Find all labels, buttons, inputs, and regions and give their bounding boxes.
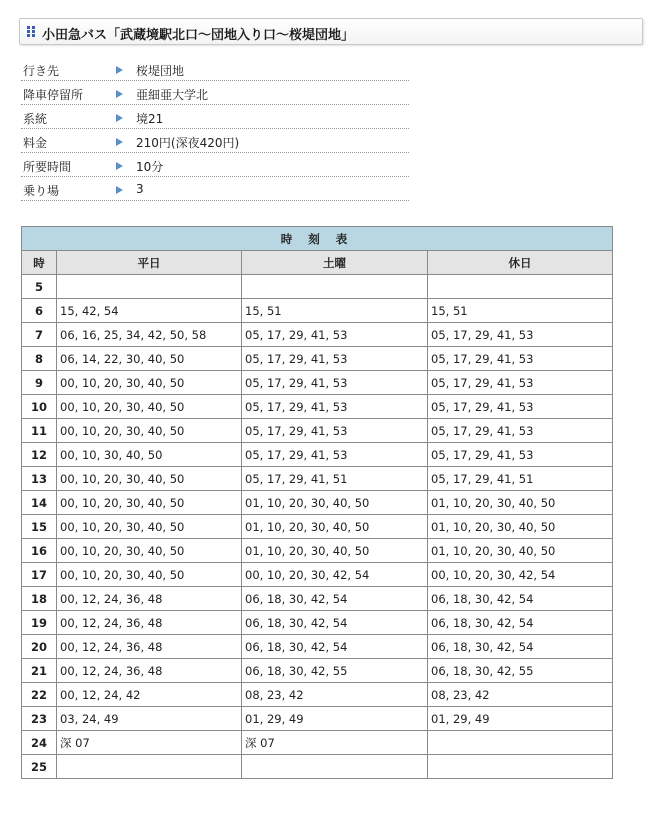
hour-cell: 15 [22,515,57,539]
saturday-cell: 01, 10, 20, 30, 40, 50 [242,515,428,539]
saturday-cell: 06, 18, 30, 42, 54 [242,635,428,659]
saturday-cell: 06, 18, 30, 42, 54 [242,587,428,611]
table-row [22,299,613,323]
weekday-cell: 06, 16, 25, 34, 42, 50, 58 [57,323,242,347]
table-row [22,275,613,299]
weekday-cell: 00, 10, 20, 30, 40, 50 [57,491,242,515]
triangle-right-icon [116,162,123,170]
table-row [22,587,613,611]
saturday-cell: 05, 17, 29, 41, 53 [242,443,428,467]
hour-cell: 13 [22,467,57,491]
weekday-cell [57,275,242,299]
holiday-cell [428,275,613,299]
holiday-cell: 06, 18, 30, 42, 54 [428,587,613,611]
weekday-cell: 00, 10, 20, 30, 40, 50 [57,371,242,395]
holiday-cell [428,731,613,755]
timetable [21,226,613,779]
holiday-cell: 01, 10, 20, 30, 40, 50 [428,515,613,539]
hour-cell: 18 [22,587,57,611]
info-row [21,129,409,153]
weekday-cell: 00, 10, 20, 30, 40, 50 [57,467,242,491]
table-row [22,611,613,635]
holiday-cell: 05, 17, 29, 41, 53 [428,395,613,419]
weekday-cell: 00, 10, 20, 30, 40, 50 [57,539,242,563]
column-header-hour: 時 [22,251,57,275]
triangle-right-icon [116,66,123,74]
table-row [22,395,613,419]
weekday-cell: 00, 12, 24, 42 [57,683,242,707]
hour-cell: 16 [22,539,57,563]
column-header-saturday: 土曜 [242,251,428,275]
column-header-holiday: 休日 [428,251,613,275]
triangle-right-icon [116,90,123,98]
saturday-cell: 05, 17, 29, 41, 53 [242,347,428,371]
info-value: 10分 [136,160,164,174]
saturday-cell: 05, 17, 29, 41, 53 [242,395,428,419]
table-row [22,755,613,779]
column-header-weekday: 平日 [57,251,242,275]
weekday-cell: 06, 14, 22, 30, 40, 50 [57,347,242,371]
holiday-cell: 01, 10, 20, 30, 40, 50 [428,539,613,563]
table-row [22,539,613,563]
holiday-cell: 01, 29, 49 [428,707,613,731]
triangle-right-icon [116,138,123,146]
info-label: 行き先 [23,64,60,78]
saturday-cell: 01, 10, 20, 30, 40, 50 [242,491,428,515]
weekday-cell: 00, 12, 24, 36, 48 [57,611,242,635]
info-value: 亜細亜大学北 [136,88,209,102]
table-row [22,443,613,467]
weekday-cell: 00, 12, 24, 36, 48 [57,587,242,611]
info-label: 降車停留所 [23,88,84,102]
table-row [22,683,613,707]
saturday-cell: 05, 17, 29, 41, 51 [242,467,428,491]
triangle-right-icon [116,114,123,122]
saturday-cell: 01, 29, 49 [242,707,428,731]
hour-cell: 6 [22,299,57,323]
weekday-cell: 00, 10, 20, 30, 40, 50 [57,515,242,539]
holiday-cell: 05, 17, 29, 41, 51 [428,467,613,491]
table-row [22,419,613,443]
grip-dots-icon [27,26,35,38]
holiday-cell [428,755,613,779]
weekday-cell: 00, 10, 20, 30, 40, 50 [57,395,242,419]
saturday-cell: 00, 10, 20, 30, 42, 54 [242,563,428,587]
info-value: 境21 [136,112,164,126]
hour-cell: 19 [22,611,57,635]
weekday-cell: 00, 12, 24, 36, 48 [57,659,242,683]
holiday-cell: 05, 17, 29, 41, 53 [428,443,613,467]
holiday-cell: 01, 10, 20, 30, 40, 50 [428,491,613,515]
weekday-cell: 00, 10, 30, 40, 50 [57,443,242,467]
holiday-cell: 08, 23, 42 [428,683,613,707]
hour-cell: 9 [22,371,57,395]
saturday-cell: 01, 10, 20, 30, 40, 50 [242,539,428,563]
saturday-cell: 06, 18, 30, 42, 54 [242,611,428,635]
hour-cell: 22 [22,683,57,707]
table-row [22,659,613,683]
timetable-title: 時 刻 表 [22,227,613,251]
hour-cell: 12 [22,443,57,467]
page-title: 小田急バス「武蔵境駅北口〜団地入り口〜桜堤団地」 [42,28,355,43]
holiday-cell: 05, 17, 29, 41, 53 [428,347,613,371]
table-row [22,731,613,755]
saturday-cell: 05, 17, 29, 41, 53 [242,371,428,395]
table-row [22,467,613,491]
hour-cell: 23 [22,707,57,731]
saturday-cell: 05, 17, 29, 41, 53 [242,419,428,443]
hour-cell: 24 [22,731,57,755]
info-row [21,81,409,105]
weekday-cell [57,755,242,779]
weekday-cell: 15, 42, 54 [57,299,242,323]
holiday-cell: 06, 18, 30, 42, 54 [428,611,613,635]
saturday-cell: 08, 23, 42 [242,683,428,707]
table-row [22,371,613,395]
saturday-cell [242,755,428,779]
info-label: 乗り場 [23,184,60,198]
holiday-cell: 06, 18, 30, 42, 54 [428,635,613,659]
hour-cell: 7 [22,323,57,347]
weekday-cell: 00, 12, 24, 36, 48 [57,635,242,659]
info-label: 所要時間 [23,160,72,174]
hour-cell: 10 [22,395,57,419]
hour-cell: 21 [22,659,57,683]
weekday-cell: 00, 10, 20, 30, 40, 50 [57,563,242,587]
holiday-cell: 05, 17, 29, 41, 53 [428,371,613,395]
hour-cell: 17 [22,563,57,587]
hour-cell: 14 [22,491,57,515]
info-value: 桜堤団地 [136,64,185,78]
triangle-right-icon [116,186,123,194]
table-row [22,635,613,659]
hour-cell: 11 [22,419,57,443]
route-info-list [21,57,409,201]
hour-cell: 5 [22,275,57,299]
info-row [21,177,409,201]
info-value: 3 [136,182,144,196]
saturday-cell [242,275,428,299]
page-title-box [19,18,643,45]
weekday-cell: 深 07 [57,731,242,755]
holiday-cell: 05, 17, 29, 41, 53 [428,419,613,443]
saturday-cell: 05, 17, 29, 41, 53 [242,323,428,347]
info-label: 系統 [23,112,48,126]
holiday-cell: 05, 17, 29, 41, 53 [428,323,613,347]
weekday-cell: 03, 24, 49 [57,707,242,731]
info-row [21,153,409,177]
info-value: 210円(深夜420円) [136,136,240,150]
weekday-cell: 00, 10, 20, 30, 40, 50 [57,419,242,443]
hour-cell: 20 [22,635,57,659]
holiday-cell: 06, 18, 30, 42, 55 [428,659,613,683]
saturday-cell: 深 07 [242,731,428,755]
holiday-cell: 15, 51 [428,299,613,323]
hour-cell: 25 [22,755,57,779]
table-row [22,347,613,371]
holiday-cell: 00, 10, 20, 30, 42, 54 [428,563,613,587]
table-row [22,515,613,539]
table-row [22,491,613,515]
table-row [22,563,613,587]
table-row [22,707,613,731]
saturday-cell: 06, 18, 30, 42, 55 [242,659,428,683]
info-row [21,57,409,81]
table-row [22,323,613,347]
info-row [21,105,409,129]
saturday-cell: 15, 51 [242,299,428,323]
info-label: 料金 [23,136,48,150]
hour-cell: 8 [22,347,57,371]
